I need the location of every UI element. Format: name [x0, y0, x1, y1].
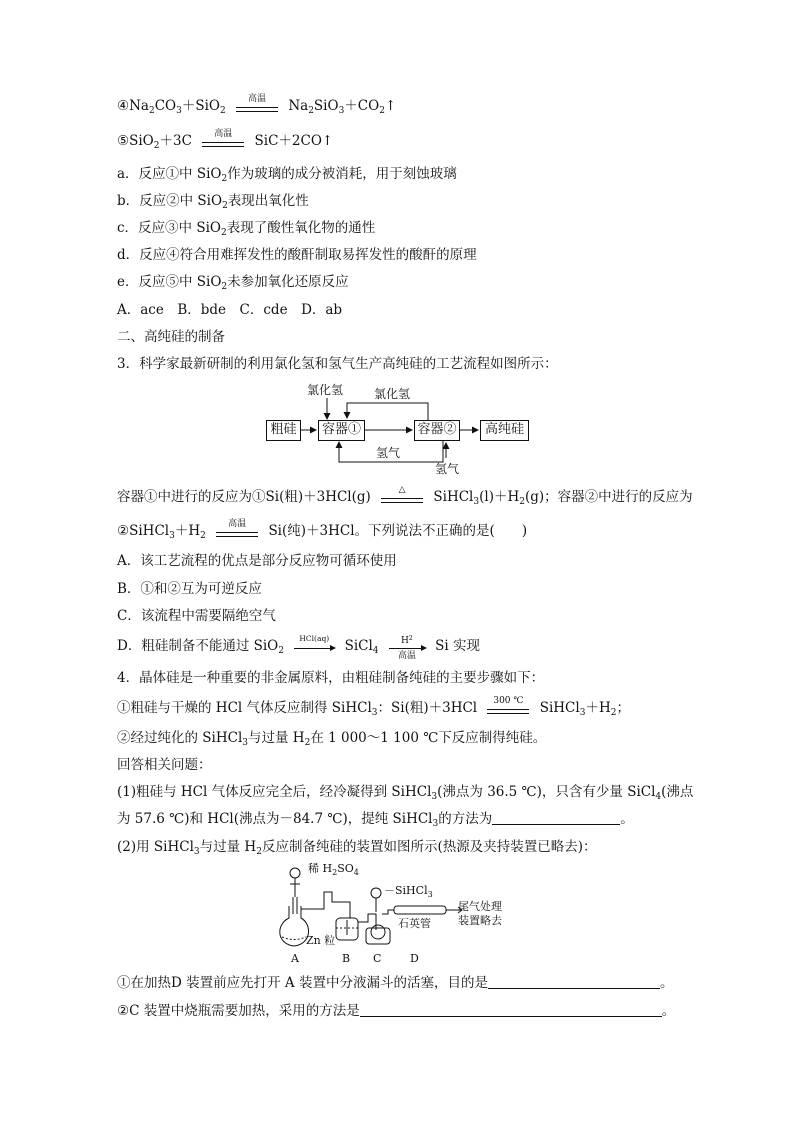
answer-blank-2[interactable] [488, 974, 660, 989]
label-exhaust-2: 装置略去 [458, 914, 502, 927]
label-A: A [291, 952, 299, 965]
reaction-condition: HCl(aq) [292, 640, 336, 654]
vessel-2-reaction: $②SiHCl_3+H_2$ 高温 Si(纯)＋3HCl。下列说法不正确的是( ) [117, 518, 528, 541]
label-exhaust-1: 尾气处理 [458, 900, 502, 913]
reaction-condition: $H^2$ 高温 [387, 640, 427, 654]
reaction-condition: △ [379, 491, 425, 505]
label-h2-recycle: 氢气 [376, 446, 401, 460]
reaction-condition: 300 ℃ [485, 702, 531, 716]
question-4-stem: 4．晶体硅是一种重要的非金属原料，由粗硅制备纯硅的主要步骤如下： [117, 670, 545, 686]
equation-5: ⑤SiO$_2$＋3C 高温 SiC＋2CO↑ [117, 128, 334, 151]
answer-blank-1[interactable] [492, 810, 620, 825]
label-quartz-tube: 石英管 [398, 917, 431, 930]
label-dilute-acid: 稀 $H_2SO_4$ [308, 862, 359, 877]
q3-option-b: B．①和②互为可逆反应 [117, 581, 262, 597]
reaction-condition: 高温 [214, 525, 260, 539]
sub-question-2: (2)用 SiHCl$_3$与过量 $H_2$反应制备纯硅的装置如图所示(热源及夹持装置已略去)： [117, 839, 597, 857]
step-1: ①粗硅与干燥的 HCl 气体反应制得 SiHCl$_3$：Si(粗)＋3HCl 300 ℃ $SiHCl_3+H_2$； [117, 695, 630, 718]
vessel-1-reaction: 容器①中进行的反应为①Si(粗)＋3HCl(g) △ $SiHCl_3(l)+H_2(g)$；容器②中进行的反应为 [117, 484, 693, 507]
question-3-stem: 3．科学家最新研制的利用氯化氢和氢气生产高纯硅的工艺流程如图所示： [117, 356, 558, 372]
label-hcl-recycle: 氯化氢 [374, 387, 411, 401]
option-c-statement: c．反应③中 SiO$_2$表现了酸性氧化物的通性 [117, 220, 376, 238]
label-D: D [410, 952, 419, 965]
step-2: ②经过纯化的 SiHCl$_3$与过量 $H_2$在 1 000～1 100 ℃下反应制得纯硅。 [117, 730, 547, 748]
answer-prompt: 回答相关问题： [117, 757, 212, 773]
box-vessel-1: 容器① [318, 420, 365, 441]
option-a-statement: a．反应①中 SiO$_2$作为玻璃的成分被消耗，用于刻蚀玻璃 [117, 166, 457, 184]
label-sihcl3: －SiHCl$_3$ [384, 884, 433, 899]
label-C: C [373, 952, 382, 965]
label-h2-input: 氢气 [435, 462, 460, 476]
sub-question-2-part-1: ①在加热D 装置前应先打开 A 装置中分液漏斗的活塞，目的是 。 [117, 975, 674, 991]
reaction-condition: 高温 [234, 100, 280, 114]
sub-question-2-part-2: ②C 装置中烧瓶需要加热，采用的方法是 。 [117, 1003, 676, 1019]
sub-question-1-cont: 为 57.6 ℃)和 HCl(沸点为－84.7 ℃)，提纯 SiHCl$_3$的方法为 。 [117, 811, 634, 829]
q3-option-d: D．粗硅制备不能通过 SiO$_2$ HCl(aq) SiCl$_4$ $H^2$ 高温 Si 实现 [117, 633, 480, 661]
box-pure-silicon: 高纯硅 [480, 420, 529, 441]
sub-question-1: (1)粗硅与 HCl 气体反应完全后，经冷凝得到 SiHCl$_3$(沸点为 36.5 ℃)，只含有少量 SiCl$_4$(沸点 [117, 784, 694, 802]
answer-choices: A．ace B．bde C．cde D．ab [117, 302, 343, 318]
label-zinc-granules: Zn 粒 [306, 934, 336, 947]
label-hcl-input: 氯化氢 [307, 383, 344, 397]
apparatus-diagram [270, 862, 530, 967]
option-b-statement: b．反应②中 SiO$_2$表现出氧化性 [117, 193, 309, 211]
option-e-statement: e．反应⑤中 SiO$_2$未参加氧化还原反应 [117, 274, 349, 292]
equation-4: $④Na_2CO_3+SiO_2$ 高温 $Na_2SiO_3+CO_2↑$ [117, 93, 397, 116]
q3-option-a: A．该工艺流程的优点是部分反应物可循环使用 [117, 553, 397, 569]
section-heading: 二、高纯硅的制备 [117, 329, 225, 345]
reaction-condition: 高温 [200, 135, 246, 149]
label-B: B [342, 952, 351, 965]
option-d-statement: d．反应④符合用难挥发性的酸酐制取易挥发性的酸酐的原理 [117, 247, 477, 263]
answer-blank-3[interactable] [360, 1002, 662, 1017]
box-vessel-2: 容器② [414, 420, 460, 441]
box-crude-silicon: 粗硅 [266, 420, 301, 441]
q3-option-c: C．该流程中需要隔绝空气 [117, 608, 276, 624]
